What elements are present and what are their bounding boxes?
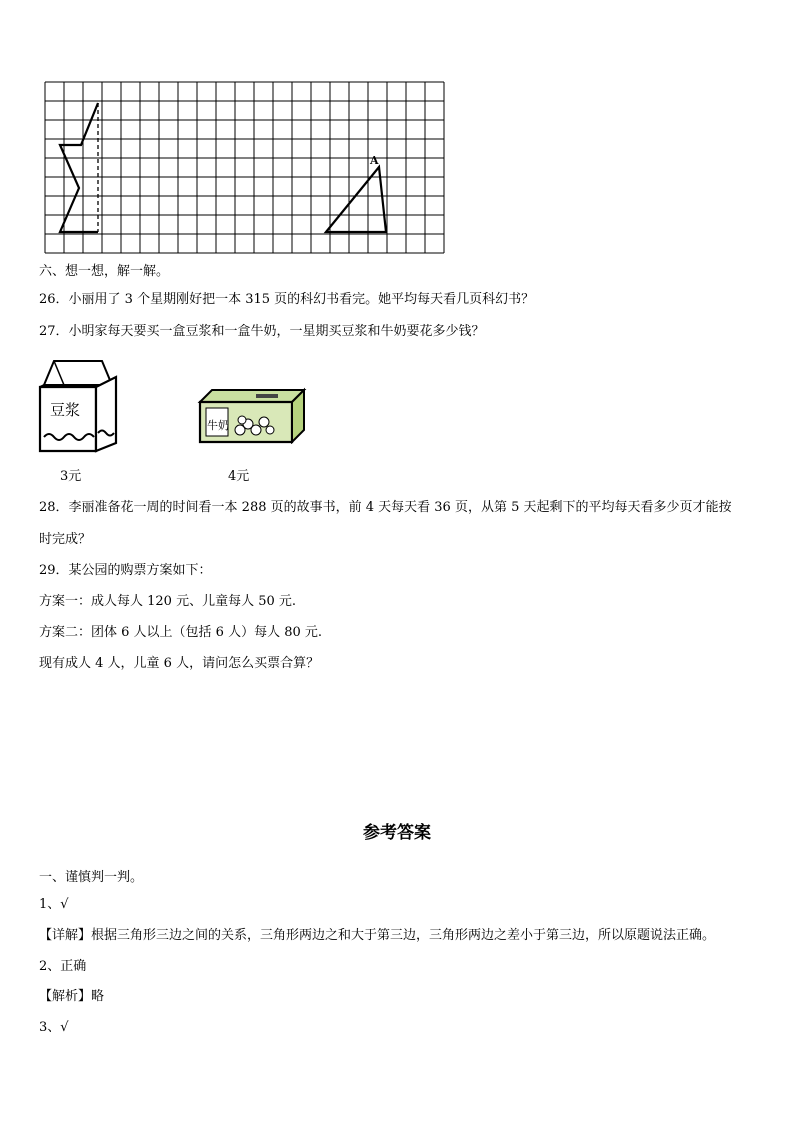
question-29-plan1: 方案一：成人每人 120 元、儿童每人 50 元.	[39, 594, 297, 609]
answers-section-1: 一、谨慎判一判。	[39, 870, 144, 885]
milk-box-image	[196, 384, 308, 444]
grid-lines	[45, 82, 444, 253]
answer-3: 3、√	[39, 1020, 69, 1035]
zigzag-shape	[60, 103, 98, 232]
section-6-title: 六、想一想，解一解。	[39, 264, 170, 279]
question-28-line1: 28．李丽准备花一周的时间看一本 288 页的故事书，前 4 天每天看 36 页，从第 5 天起剩下的平均每天看多少页才能按	[39, 500, 732, 515]
milk-label: 牛奶	[207, 419, 229, 432]
question-29-plan2: 方案二：团体 6 人以上（包括 6 人）每人 80 元.	[39, 625, 323, 640]
grid-figure	[44, 81, 448, 259]
soy-milk-price: 3元	[60, 469, 82, 484]
soy-milk-label: 豆浆	[50, 401, 81, 419]
answers-title: 参考答案	[363, 823, 431, 843]
point-a-label: A	[370, 154, 379, 167]
answer-1-detail: 【详解】根据三角形三边之间的关系，三角形两边之和大于第三边，三角形两边之差小于第三边，所以原题说法正确。	[39, 928, 716, 943]
question-29-question: 现有成人 4 人，儿童 6 人，请问怎么买票合算？	[39, 656, 320, 671]
answer-2: 2、正确	[39, 959, 87, 974]
answer-2-detail: 【解析】略	[39, 989, 105, 1004]
milk-price: 4元	[228, 469, 250, 484]
question-27: 27．小明家每天要买一盒豆浆和一盒牛奶，一星期买豆浆和牛奶要花多少钱？	[39, 324, 485, 339]
soy-milk-carton-image	[36, 355, 120, 455]
question-28-line2: 时完成？	[39, 532, 92, 547]
question-29-intro: 29．某公园的购票方案如下：	[39, 563, 212, 578]
question-26: 26．小丽用了 3 个星期刚好把一本 315 页的科幻书看完。她平均每天看几页科幻书？	[39, 292, 535, 307]
answer-1: 1、√	[39, 897, 69, 912]
